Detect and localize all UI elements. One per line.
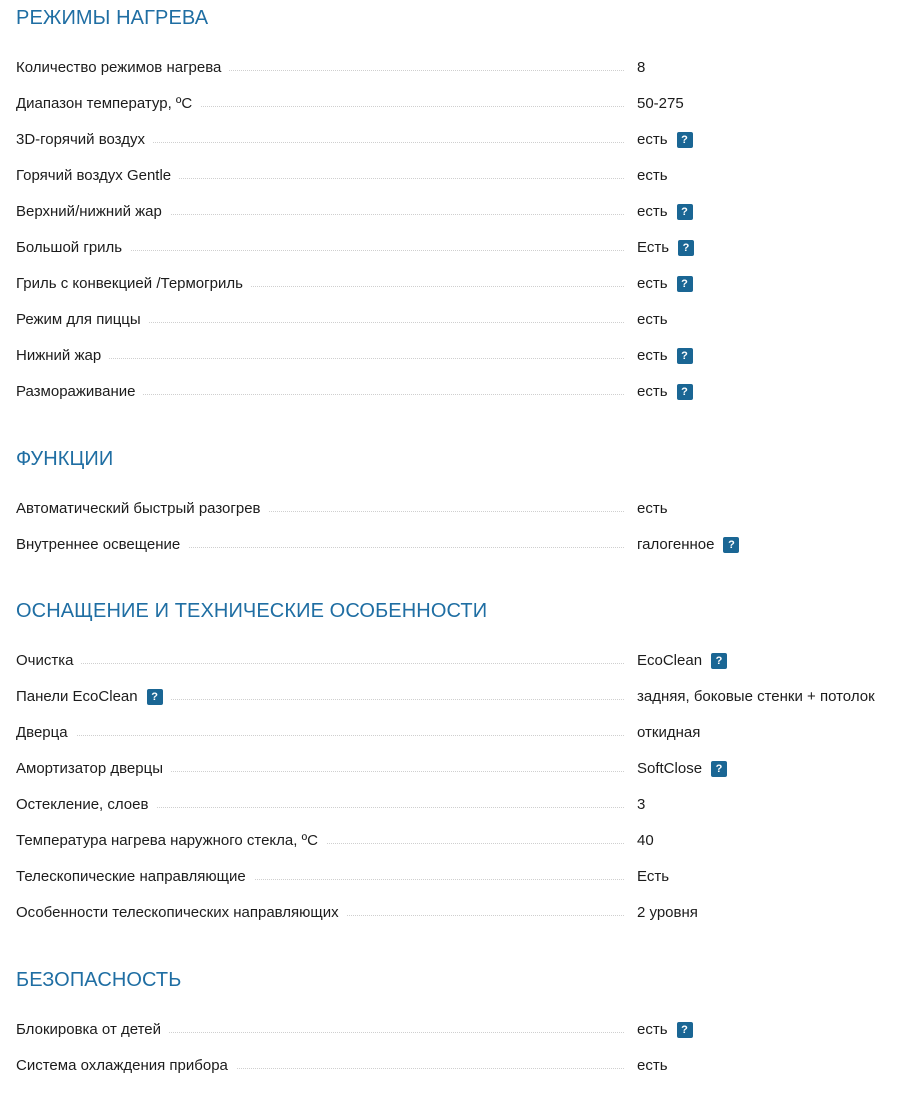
spec-label-text: Дверца bbox=[16, 724, 68, 741]
spec-value bbox=[637, 865, 669, 889]
spec-label-text: Диапазон температур, ºC bbox=[16, 95, 193, 112]
spec-row bbox=[0, 272, 902, 296]
spec-value bbox=[637, 236, 694, 260]
spec-value bbox=[637, 793, 645, 817]
spec-label bbox=[16, 380, 143, 404]
spec-value bbox=[637, 1054, 668, 1078]
spec-value bbox=[637, 308, 668, 332]
spec-value-text: SoftClose bbox=[637, 760, 703, 777]
spec-value bbox=[637, 272, 693, 296]
help-icon[interactable]: ? bbox=[677, 276, 693, 292]
spec-value bbox=[637, 1018, 693, 1042]
help-icon[interactable]: ? bbox=[677, 348, 693, 364]
spec-label-text: Особенности телескопических направляющих bbox=[16, 904, 339, 921]
spec-label-text: Верхний/нижний жар bbox=[16, 203, 162, 220]
spec-row bbox=[0, 829, 902, 853]
spec-label-text: 3D-горячий воздух bbox=[16, 131, 145, 148]
spec-label bbox=[16, 793, 156, 817]
spec-row bbox=[0, 685, 902, 709]
spec-label bbox=[16, 128, 153, 152]
help-icon[interactable]: ? bbox=[723, 537, 739, 553]
spec-label-text: Горячий воздух Gentle bbox=[16, 167, 172, 184]
spec-value-text: откидная bbox=[637, 724, 701, 741]
spec-label-text: Гриль с конвекцией /Термогриль bbox=[16, 275, 243, 292]
spec-label-text: Панели EcoClean bbox=[16, 688, 138, 705]
spec-value bbox=[637, 497, 668, 521]
spec-label-text: Внутреннее освещение bbox=[16, 536, 181, 553]
spec-label-text: Блокировка от детей bbox=[16, 1021, 162, 1038]
section-title: ФУНКЦИИ bbox=[16, 448, 114, 470]
spec-value bbox=[637, 829, 654, 853]
spec-value bbox=[637, 721, 700, 745]
help-icon[interactable]: ? bbox=[677, 204, 693, 220]
spec-label-text: Амортизатор дверцы bbox=[16, 760, 163, 777]
spec-value-text: есть bbox=[637, 383, 668, 400]
spec-row bbox=[0, 721, 902, 745]
help-icon[interactable]: ? bbox=[677, 1022, 693, 1038]
spec-value bbox=[637, 56, 645, 80]
spec-row bbox=[0, 649, 902, 673]
spec-label bbox=[16, 308, 149, 332]
spec-label bbox=[16, 533, 188, 557]
spec-value bbox=[637, 757, 727, 781]
spec-row bbox=[0, 865, 902, 889]
spec-label bbox=[16, 1018, 169, 1042]
spec-row bbox=[0, 236, 902, 260]
spec-value-text: EcoClean bbox=[637, 652, 703, 669]
help-icon[interactable]: ? bbox=[147, 689, 163, 705]
spec-value-text: Есть bbox=[637, 239, 670, 256]
section-title: БЕЗОПАСНОСТЬ bbox=[16, 969, 182, 991]
spec-label bbox=[16, 200, 170, 224]
spec-value-text: есть bbox=[637, 311, 668, 328]
spec-value-text: есть bbox=[637, 1057, 668, 1074]
spec-label bbox=[16, 865, 254, 889]
help-icon[interactable]: ? bbox=[711, 653, 727, 669]
spec-value bbox=[637, 92, 684, 116]
spec-row bbox=[0, 200, 902, 224]
spec-label-text: Количество режимов нагрева bbox=[16, 59, 222, 76]
spec-row bbox=[0, 128, 902, 152]
help-icon[interactable]: ? bbox=[677, 132, 693, 148]
spec-label bbox=[16, 757, 171, 781]
spec-value bbox=[637, 380, 693, 404]
spec-label bbox=[16, 829, 326, 853]
spec-row bbox=[0, 56, 902, 80]
spec-value-text: 50-275 bbox=[637, 95, 684, 112]
spec-value-text: галогенное bbox=[637, 536, 715, 553]
spec-row bbox=[0, 497, 902, 521]
dotted-leader bbox=[16, 663, 624, 664]
spec-row bbox=[0, 757, 902, 781]
spec-label bbox=[16, 92, 200, 116]
spec-row bbox=[0, 92, 902, 116]
spec-label-text: Размораживание bbox=[16, 383, 136, 400]
spec-label-text: Большой гриль bbox=[16, 239, 123, 256]
spec-value-text: есть bbox=[637, 1021, 668, 1038]
spec-label bbox=[16, 344, 109, 368]
spec-label bbox=[16, 272, 251, 296]
help-icon[interactable]: ? bbox=[711, 761, 727, 777]
spec-label bbox=[16, 685, 171, 709]
spec-value-text: есть bbox=[637, 347, 668, 364]
spec-label-text: Режим для пиццы bbox=[16, 311, 141, 328]
spec-label-text: Остекление, слоев bbox=[16, 796, 149, 813]
spec-value-text: 40 bbox=[637, 832, 654, 849]
section-title: РЕЖИМЫ НАГРЕВА bbox=[16, 7, 209, 29]
spec-value-text: Есть bbox=[637, 868, 670, 885]
spec-value bbox=[637, 685, 875, 709]
spec-label-text: Автоматический быстрый разогрев bbox=[16, 500, 261, 517]
spec-label-text: Температура нагрева наружного стекла, ºC bbox=[16, 832, 318, 849]
spec-label bbox=[16, 1054, 236, 1078]
spec-label bbox=[16, 164, 179, 188]
spec-row bbox=[0, 164, 902, 188]
spec-label bbox=[16, 901, 347, 925]
spec-row bbox=[0, 901, 902, 925]
spec-row bbox=[0, 344, 902, 368]
spec-value bbox=[637, 200, 693, 224]
spec-label bbox=[16, 236, 130, 260]
spec-value bbox=[637, 344, 693, 368]
spec-value bbox=[637, 164, 668, 188]
spec-value-text: задняя, боковые стенки + потолок bbox=[637, 688, 875, 705]
spec-label-text: Система охлаждения прибора bbox=[16, 1057, 228, 1074]
spec-row bbox=[0, 793, 902, 817]
spec-value bbox=[637, 901, 698, 925]
spec-label-text: Нижний жар bbox=[16, 347, 102, 364]
spec-value-text: есть bbox=[637, 500, 668, 517]
spec-label bbox=[16, 721, 76, 745]
spec-value-text: 3 bbox=[637, 796, 646, 813]
spec-label-text: Телескопические направляющие bbox=[16, 868, 246, 885]
spec-value bbox=[637, 649, 727, 673]
spec-value-text: есть bbox=[637, 203, 668, 220]
spec-label bbox=[16, 56, 229, 80]
help-icon[interactable]: ? bbox=[677, 384, 693, 400]
spec-value-text: есть bbox=[637, 275, 668, 292]
spec-row bbox=[0, 380, 902, 404]
help-icon[interactable]: ? bbox=[678, 240, 694, 256]
spec-label bbox=[16, 497, 269, 521]
spec-row bbox=[0, 308, 902, 332]
spec-row bbox=[0, 533, 902, 557]
spec-value-text: есть bbox=[637, 131, 668, 148]
spec-row bbox=[0, 1054, 902, 1078]
dotted-leader bbox=[16, 735, 624, 736]
spec-label bbox=[16, 649, 81, 673]
spec-value-text: 8 bbox=[637, 59, 646, 76]
spec-label-text: Очистка bbox=[16, 652, 74, 669]
spec-row bbox=[0, 1018, 902, 1042]
spec-value-text: 2 уровня bbox=[637, 904, 698, 921]
spec-value-text: есть bbox=[637, 167, 668, 184]
spec-value bbox=[637, 128, 693, 152]
section-title: ОСНАЩЕНИЕ И ТЕХНИЧЕСКИЕ ОСОБЕННОСТИ bbox=[16, 600, 488, 622]
spec-value bbox=[637, 533, 739, 557]
